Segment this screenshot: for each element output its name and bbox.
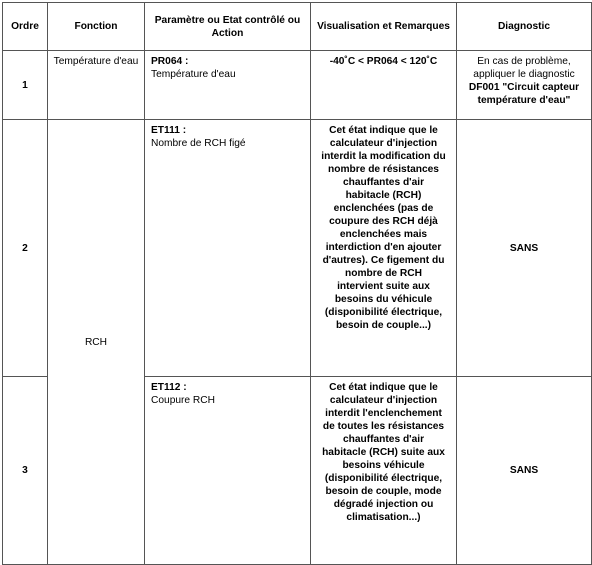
parametre-cell xyxy=(145,120,311,377)
visualisation-cell: Cet état indique que le calculateur d'injection interdit la modification du nombre de résistances chauffantes d'air habitacle (RCH) enclenchées (pas de coupure des RCH déjà enclenchées mais interdiction d'en ajouter d'autres). Ce figement du nombre de RCH intervient suite aux besoins du véhicule (disponibilité électrique, besoin de couple...) xyxy=(311,120,457,377)
visualisation-cell: -40˚C < PR064 < 120˚C xyxy=(311,51,457,120)
param-label: Nombre de RCH figé xyxy=(151,138,246,149)
param-code: PR064 : xyxy=(151,56,189,67)
ordre-cell: 1 xyxy=(3,51,48,120)
param-label: Coupure RCH xyxy=(151,395,215,406)
ordre-cell: 2 xyxy=(3,120,48,377)
header-row xyxy=(3,3,592,51)
param-label: Température d'eau xyxy=(151,69,236,80)
header-fonction: Fonction xyxy=(48,3,145,51)
param-code: ET112 : xyxy=(151,382,187,393)
diagnostic-cell: SANS xyxy=(457,120,592,377)
param-code: ET111 : xyxy=(151,125,187,136)
table-row xyxy=(3,51,592,120)
header-parametre: Paramètre ou Etat contrôlé ou Action xyxy=(145,3,311,51)
parametre-cell xyxy=(145,51,311,120)
header-visualisation: Visualisation et Remarques xyxy=(311,3,457,51)
diagnostic-text: En cas de problème, appliquer le diagnostic xyxy=(473,56,575,80)
diagnostic-ref: DF001 "Circuit capteur température d'eau" xyxy=(468,82,580,106)
diagnostic-cell: SANS xyxy=(457,377,592,565)
fonction-cell: RCH xyxy=(48,120,145,565)
visualisation-cell: Cet état indique que le calculateur d'injection interdit l'enclenchement de toutes les résistances chauffantes d'air habitacle (RCH) suite aux besoins véhicule (disponibilité électrique, besoin de couple, mode dégradé injection ou climatisation...) xyxy=(311,377,457,565)
fonction-cell: Température d'eau xyxy=(48,51,145,120)
header-ordre: Ordre xyxy=(3,3,48,51)
header-diagnostic: Diagnostic xyxy=(457,3,592,51)
diagnostic-cell xyxy=(457,51,592,120)
parametre-cell xyxy=(145,377,311,565)
table-row xyxy=(3,120,592,377)
ordre-cell: 3 xyxy=(3,377,48,565)
diagnostic-table xyxy=(2,2,592,565)
